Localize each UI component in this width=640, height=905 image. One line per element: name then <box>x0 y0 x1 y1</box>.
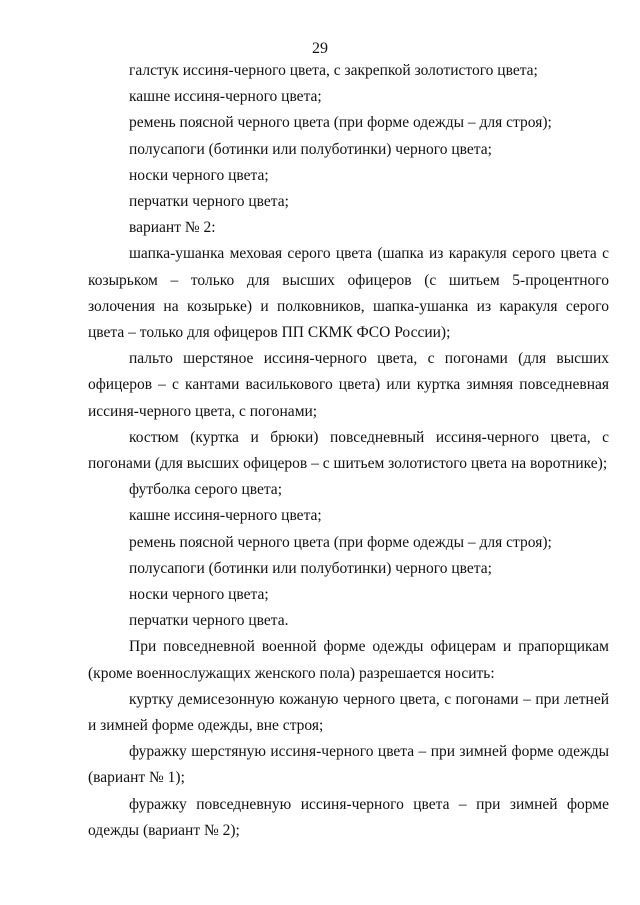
document-body <box>88 58 609 844</box>
paragraph: носки черного цвета; <box>129 586 269 604</box>
paragraph: костюм (куртка и брюки) повседневный иссиня-черного цвета, с погонами (для высших офицеров – с шитьем золотистого цвета на воротнике); <box>88 428 609 473</box>
paragraph: ремень поясной черного цвета (при форме одежды – для строя); <box>129 114 552 132</box>
paragraph: вариант № 2: <box>129 219 216 237</box>
paragraph: перчатки черного цвета. <box>129 612 289 630</box>
paragraph: фуражку повседневную иссиня-черного цвета – при зимней форме одежды (вариант № 2); <box>88 795 609 839</box>
page-number: 29 <box>312 40 328 57</box>
paragraph: галстук иссиня-черного цвета, с закрепкой золотистого цвета; <box>129 62 538 79</box>
paragraph: полусапоги (ботинки или полуботинки) черного цвета; <box>129 140 492 158</box>
paragraph: При повседневной военной форме одежды офицерам и прапорщикам (кроме военнослужащих женского пола) разрешается носить: <box>88 638 609 682</box>
paragraph: фуражку шерстяную иссиня-черного цвета – при зимней форме одежды (вариант № 1); <box>88 743 609 787</box>
paragraph: куртку демисезонную кожаную черного цвета, с погонами – при летней и зимней форме одежды, вне строя; <box>88 690 609 735</box>
paragraph: перчатки черного цвета; <box>129 193 289 211</box>
paragraph: носки черного цвета; <box>129 166 269 184</box>
paragraph: футболка серого цвета; <box>129 481 282 499</box>
paragraph: пальто шерстяное иссиня-черного цвета, с погонами (для высших офицеров – с кантами василькового цвета) или куртка зимняя повседневная иссиня-черного цвета, с погонами; <box>88 350 609 420</box>
paragraph: ремень поясной черного цвета (при форме одежды – для строя); <box>129 533 552 551</box>
paragraph: полусапоги (ботинки или полуботинки) черного цвета; <box>129 559 492 577</box>
paragraph: кашне иссиня-черного цвета; <box>129 507 322 525</box>
paragraph: кашне иссиня-черного цвета; <box>129 88 322 106</box>
paragraph: шапка-ушанка меховая серого цвета (шапка из каракуля серого цвета с козырьком – только для высших офицеров (с шитьем 5-процентного золочения на козырьке) и полковников, шапка-ушанка из каракуля серого цвета – только для офицеров ПП СКМК ФСО России); <box>88 245 609 342</box>
